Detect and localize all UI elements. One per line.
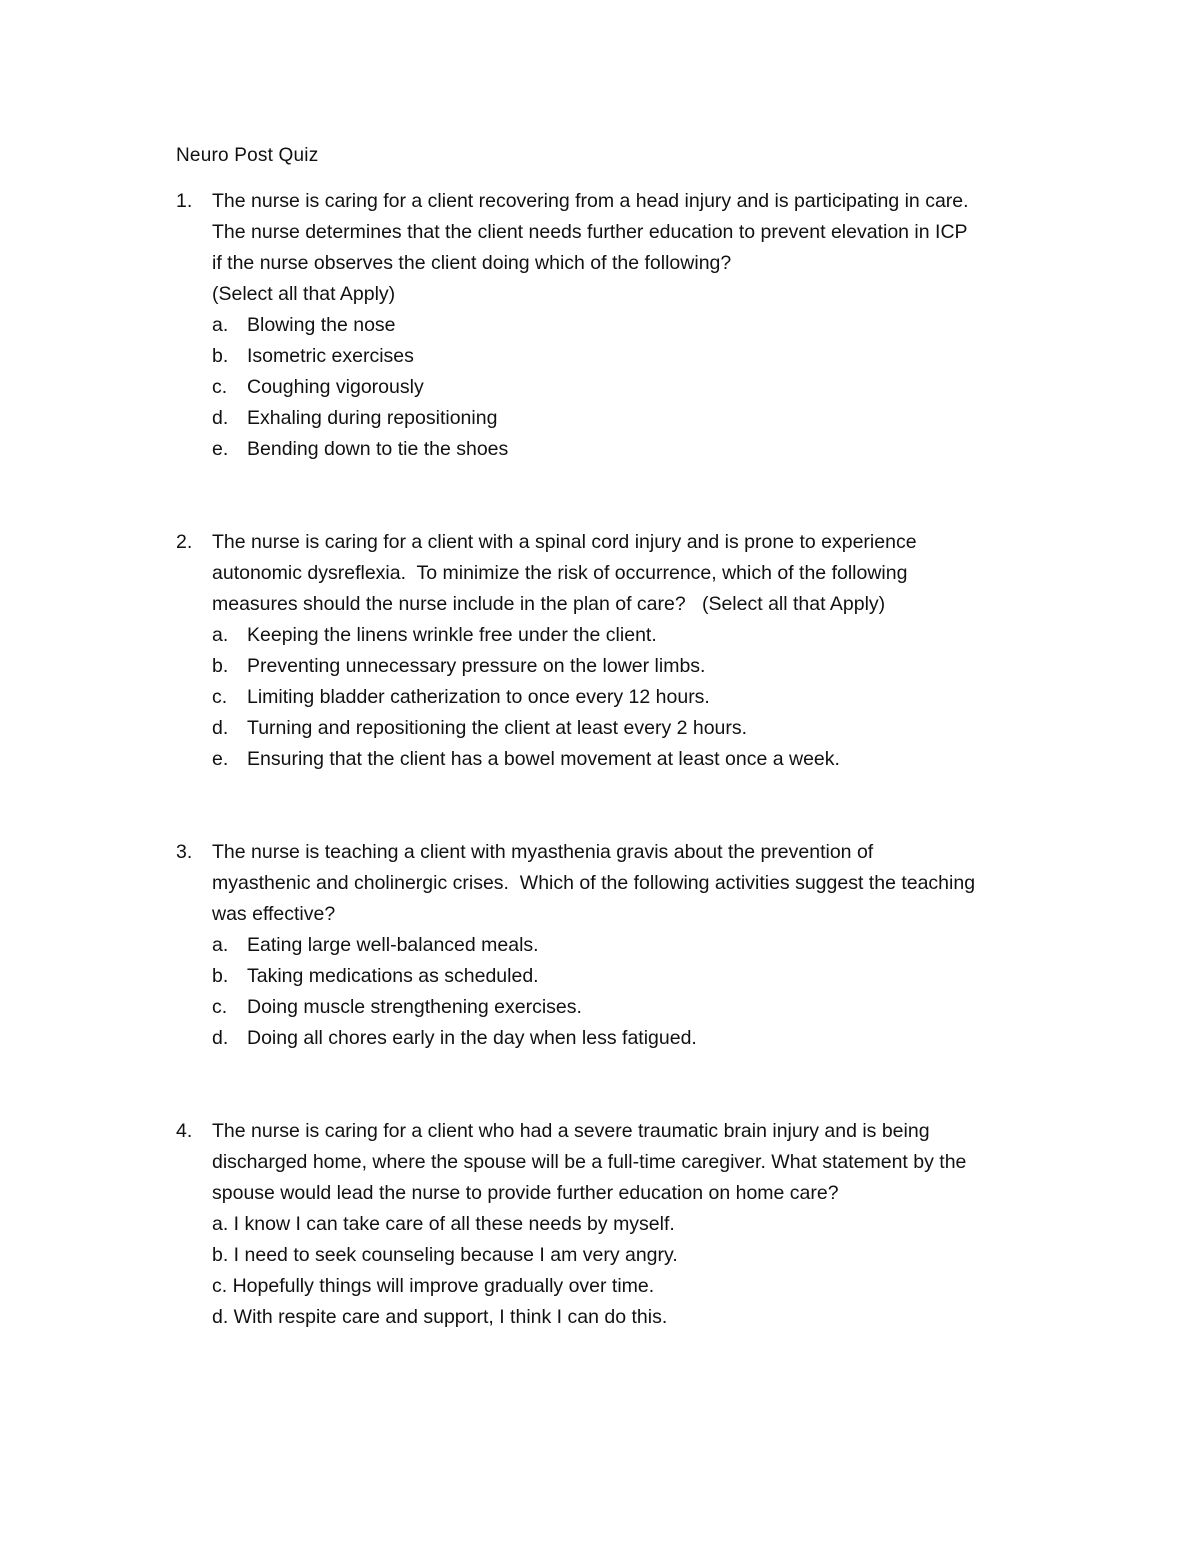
answer-option: b. I need to seek counseling because I am very angry. <box>212 1244 678 1266</box>
option-text: Taking medications as scheduled. <box>247 965 539 987</box>
option-letter: b. <box>212 655 229 677</box>
option-text: Turning and repositioning the client at least every 2 hours. <box>247 717 748 739</box>
question-4 <box>176 1116 1076 1333</box>
answer-option <box>176 1023 1076 1054</box>
answer-option: d. With respite care and support, I think I can do this. <box>212 1306 668 1328</box>
document-title: Neuro Post Quiz <box>176 145 319 166</box>
option-text: Doing all chores early in the day when less fatigued. <box>247 1027 697 1049</box>
answer-option <box>176 341 1076 372</box>
question-instruction <box>176 279 1076 310</box>
option-letter: d. <box>212 407 229 429</box>
answer-option <box>176 620 1076 651</box>
question-number: 1. <box>176 190 193 212</box>
answer-option <box>176 992 1076 1023</box>
question-text-line <box>176 217 1076 248</box>
option-text: Isometric exercises <box>247 345 414 367</box>
question-text-line <box>176 558 1076 589</box>
option-letter: a. <box>212 624 229 646</box>
answer-option <box>176 744 1076 775</box>
question-text: measures should the nurse include in the plan of care? (Select all that Apply) <box>212 593 886 615</box>
answer-option <box>176 682 1076 713</box>
answer-option <box>176 930 1076 961</box>
question-text: The nurse determines that the client needs further education to prevent elevation in ICP <box>212 221 968 243</box>
question-number: 3. <box>176 841 193 863</box>
question-text: discharged home, where the spouse will be a full-time caregiver. What statement by the <box>212 1151 967 1173</box>
question-number: 2. <box>176 531 193 553</box>
option-text: Blowing the nose <box>247 314 396 336</box>
question-text-line <box>176 248 1076 279</box>
question-text-line <box>176 899 1076 930</box>
option-letter: a. <box>212 314 229 336</box>
answer-option <box>176 961 1076 992</box>
question-text-line <box>176 1116 1076 1147</box>
answer-option <box>176 372 1076 403</box>
option-text: Bending down to tie the shoes <box>247 438 509 460</box>
question-text: (Select all that Apply) <box>212 283 396 305</box>
option-letter: d. <box>212 1027 229 1049</box>
question-text-line <box>176 868 1076 899</box>
question-text: The nurse is caring for a client who had a severe traumatic brain injury and is being <box>212 1120 930 1142</box>
answer-option: c. Hopefully things will improve gradually over time. <box>212 1275 655 1297</box>
question-text-line <box>176 1178 1076 1209</box>
option-letter: e. <box>212 748 229 770</box>
option-text: Exhaling during repositioning <box>247 407 498 429</box>
option-letter: a. <box>212 934 229 956</box>
question-text-line <box>176 1147 1076 1178</box>
option-letter: e. <box>212 438 229 460</box>
question-text: The nurse is teaching a client with myasthenia gravis about the prevention of <box>212 841 874 863</box>
question-text: The nurse is caring for a client recovering from a head injury and is participating in care. <box>212 190 969 212</box>
question-text-line <box>176 527 1076 558</box>
option-letter: c. <box>212 996 228 1018</box>
option-text: Ensuring that the client has a bowel movement at least once a week. <box>247 748 840 770</box>
answer-option <box>176 310 1076 341</box>
option-letter: d. <box>212 717 229 739</box>
question-2 <box>176 527 1076 775</box>
option-text: Coughing vigorously <box>247 376 424 398</box>
question-number: 4. <box>176 1120 193 1142</box>
answer-option <box>176 403 1076 434</box>
option-text: Limiting bladder catherization to once every 12 hours. <box>247 686 710 708</box>
answer-option <box>176 651 1076 682</box>
question-text-line <box>176 837 1076 868</box>
option-text: Doing muscle strengthening exercises. <box>247 996 582 1018</box>
option-text: Preventing unnecessary pressure on the lower limbs. <box>247 655 706 677</box>
option-letter: c. <box>212 686 228 708</box>
answer-option <box>176 713 1076 744</box>
question-text: The nurse is caring for a client with a spinal cord injury and is prone to experience <box>212 531 917 553</box>
option-letter: b. <box>212 345 229 367</box>
question-text: was effective? <box>212 903 336 925</box>
question-1 <box>176 186 1076 465</box>
question-text: if the nurse observes the client doing which of the following? <box>212 252 732 274</box>
question-text-line <box>176 186 1076 217</box>
question-3 <box>176 837 1076 1054</box>
option-letter: b. <box>212 965 229 987</box>
option-text: Eating large well-balanced meals. <box>247 934 539 956</box>
question-text: myasthenic and cholinergic crises. Which of the following activities suggest the teaching <box>212 872 976 894</box>
option-letter: c. <box>212 376 228 398</box>
answer-option: a. I know I can take care of all these needs by myself. <box>212 1213 675 1235</box>
answer-option <box>176 434 1076 465</box>
option-text: Keeping the linens wrinkle free under the client. <box>247 624 657 646</box>
question-text: autonomic dysreflexia. To minimize the risk of occurrence, which of the following <box>212 562 908 584</box>
question-text-line <box>176 589 1076 620</box>
question-text: spouse would lead the nurse to provide further education on home care? <box>212 1182 839 1204</box>
